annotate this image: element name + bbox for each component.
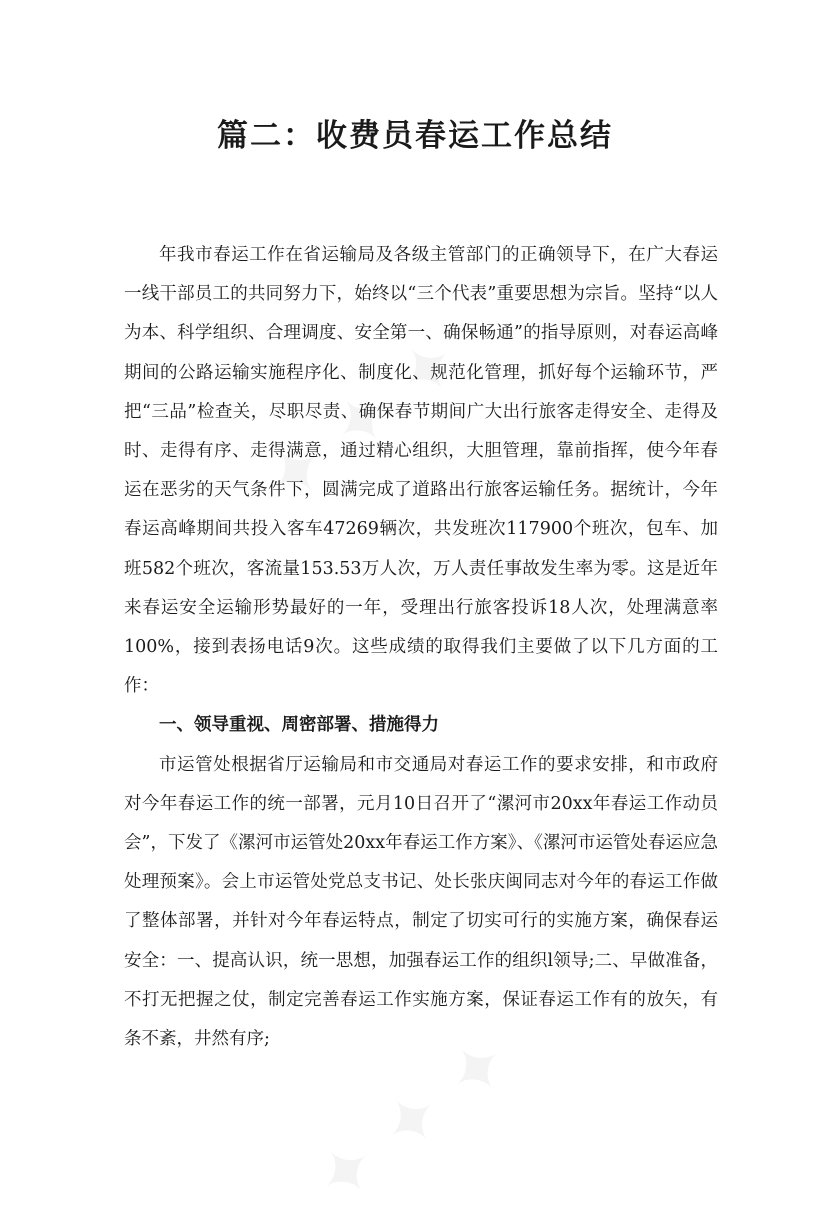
- section-heading: 一、领导重视、周密部署、措施得力: [159, 715, 439, 736]
- document-title: 篇二：收费员春运工作总结: [217, 118, 613, 154]
- paragraph: 年我市春运工作在省运输局及各级主管部门的正确领导下，在广大春运一线干部员工的共同努力下，始终以“三个代表”重要思想为宗旨。坚持“以人为本、科学组织、合理调度、安全第一、确保畅通”的指导原则，对春运高峰期间的公路运输实施程序化、制度化、规范化管理，抓好每个运输环节，严把“三品”检查关，尽职尽责、确保春节期间广大出行旅客走得安全、走得及时、走得有序、走得满意，通过精心组织，大胆管理，靠前指挥，使今年春运在恶劣的天气条件下，圆满完成了道路出行旅客运输任务。据统计，今年春运高峰期间共投入客车47269辆次，共发班次117900个班次，包车、加班582个班次，客流量153.53万人次，万人责任事故发生率为零。这是近年来春运安全运输形势最好的一年，受理出行旅客投诉18人次，处理满意率100%，接到表扬电话9次。这些成绩的取得我们主要做了以下几方面的工作：: [124, 245, 718, 697]
- paragraph: 市运管处根据省厅运输局和市交通局对春运工作的要求安排，和市政府对今年春运工作的统一部署，元月10日召开了“漯河市20xx年春运工作动员会”，下发了《漯河市运管处20xx年春运工作方案》、《漯河市运管处春运应急处理预案》。会上市运管处党总支书记、处长张庆闽同志对今年的春运工作做了整体部署，并针对今年春运特点，制定了切实可行的实施方案，确保春运安全：一、提高认识，统一思想，加强春运工作的组织l领导;二、早做准备，不打无把握之仗，制定完善春运工作实施方案，保证春运工作有的放矢，有条不紊，井然有序;: [124, 754, 718, 1050]
- document-body: [124, 236, 718, 1059]
